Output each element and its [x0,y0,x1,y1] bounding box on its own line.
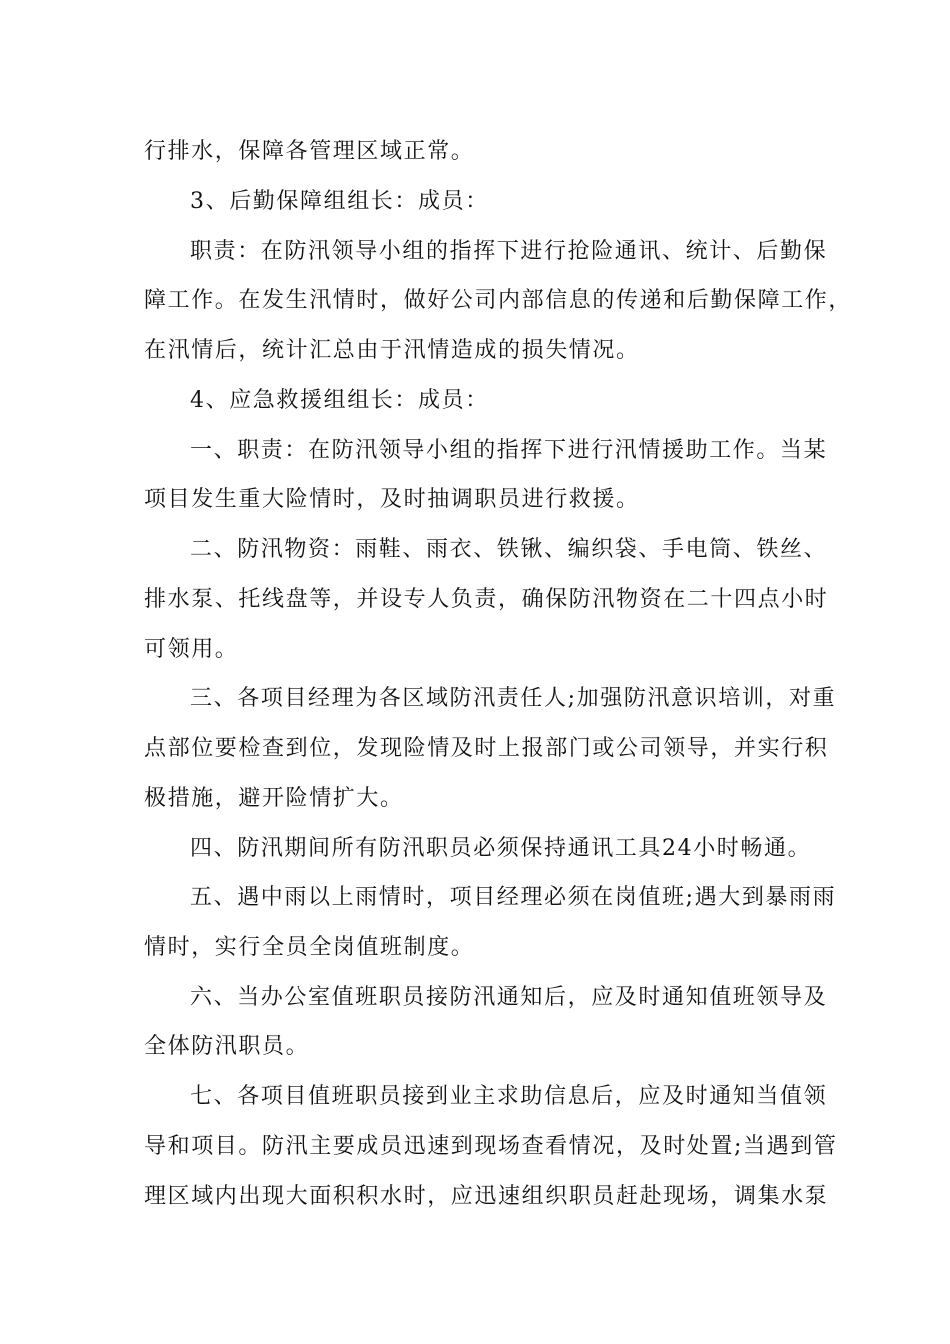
text-line: 在汛情后，统计汇总由于汛情造成的损失情况。 [144,338,640,363]
text-line: 二、防汛物资：雨鞋、雨衣、铁锹、编织袋、手电筒、铁丝、 [190,537,828,562]
text-line: 情时，实行全员全岗值班制度。 [144,935,475,960]
text-line: 理区域内出现大面积积水时，应迅速组织职员赶赴现场，调集水泵 [144,1184,829,1209]
text-line: 七、各项目值班职员接到业主求助信息后，应及时通知当值领 [190,1084,828,1109]
text-line: 可领用。 [144,637,239,662]
text-line: 四、防汛期间所有防汛职员必须保持通讯工具24小时畅通。 [190,836,812,861]
text-line: 极措施，避开险情扩大。 [144,786,404,811]
text-line: 一、职责：在防汛领导小组的指挥下进行汛情援助工作。当某 [190,438,828,463]
text-line: 项目发生重大险情时，及时抽调职员进行救援。 [144,487,640,512]
text-line: 职责：在防汛领导小组的指挥下进行抢险通讯、统计、后勤保 [190,239,828,264]
text-line: 排水泵、托线盘等，并设专人负责，确保防汛物资在二十四点小时 [144,587,829,612]
text-line: 4、应急救援组组长：成员： [190,388,489,413]
text-line: 全体防汛职员。 [144,1034,310,1059]
text-line: 五、遇中雨以上雨情时，项目经理必须在岗值班;遇大到暴雨雨 [190,885,837,910]
text-line: 行排水，保障各管理区域正常。 [144,139,475,164]
text-line: 3、后勤保障组组长：成员： [190,189,489,214]
text-line: 导和项目。防汛主要成员迅速到现场查看情况，及时处置;当遇到管 [144,1134,838,1159]
text-line: 障工作。在发生汛情时，做好公司内部信息的传递和后勤保障工作， [144,288,853,313]
text-line: 三、各项目经理为各区域防汛责任人;加强防汛意识培训，对重 [190,686,837,711]
text-line: 点部位要检查到位，发现险情及时上报部门或公司领导，并实行积 [144,736,829,761]
text-line: 六、当办公室值班职员接防汛通知后，应及时通知值班领导及 [190,985,828,1010]
